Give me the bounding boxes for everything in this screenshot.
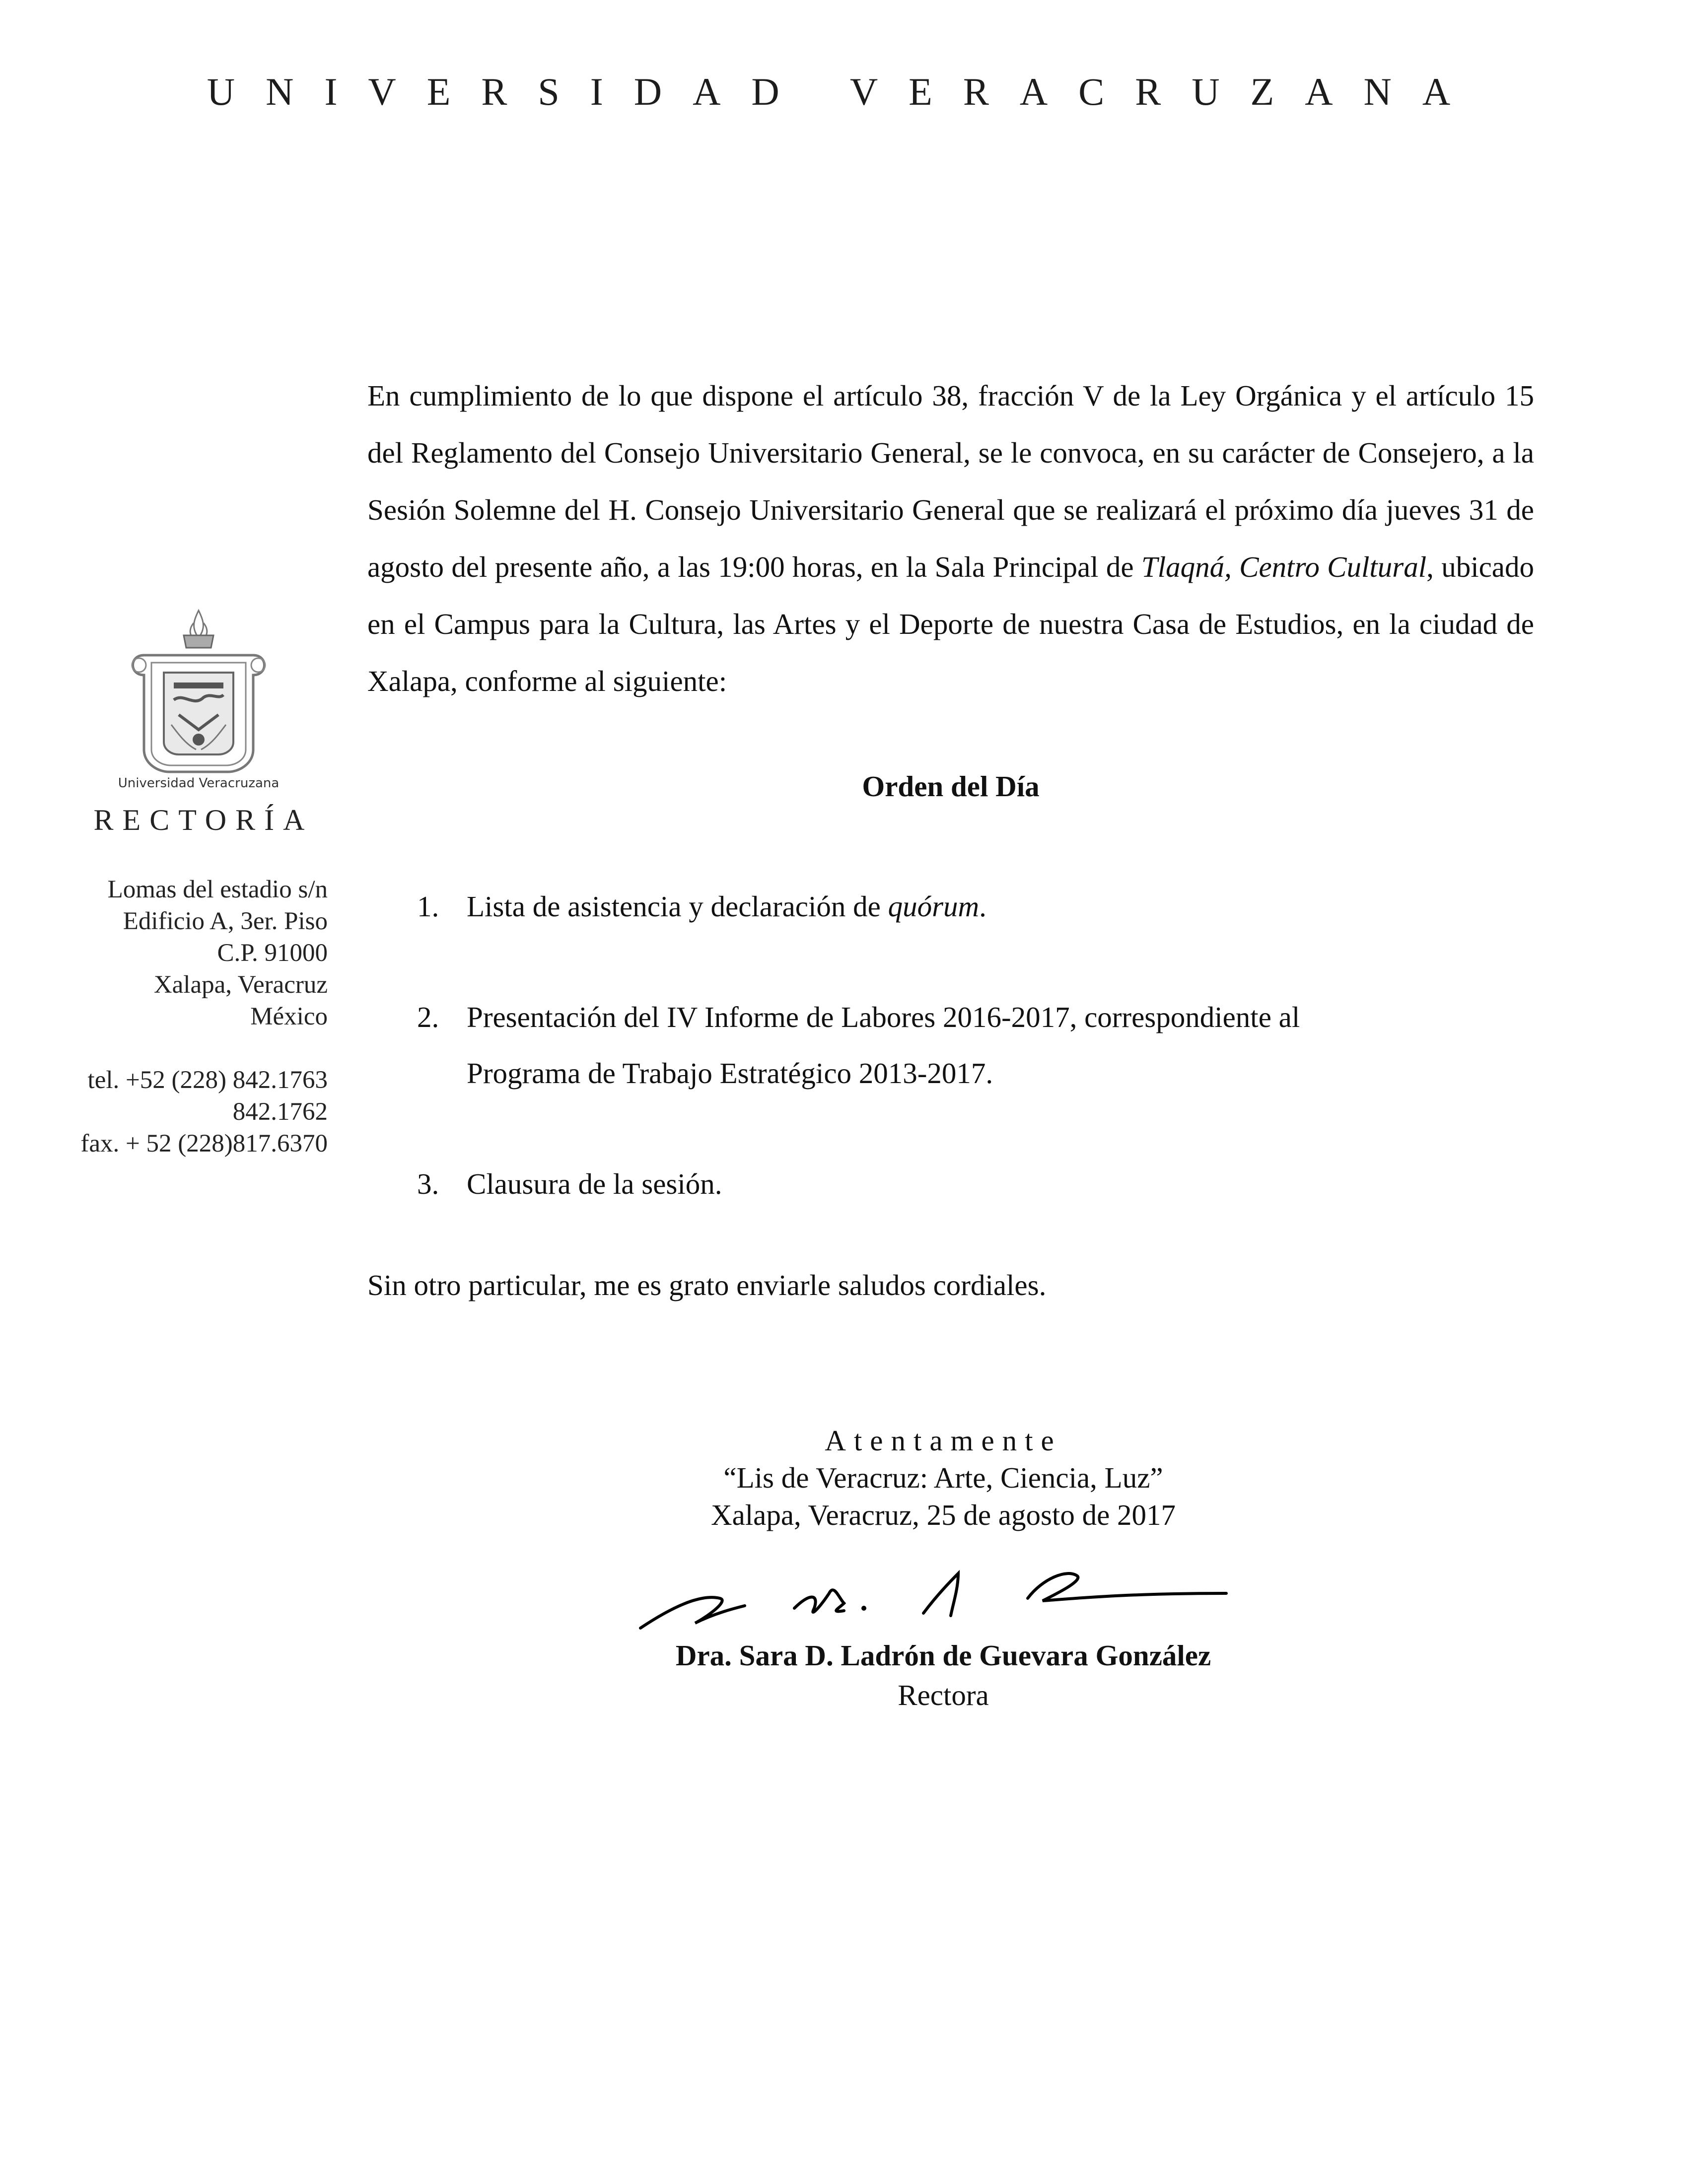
address-line: Xalapa, Veracruz xyxy=(153,971,328,999)
fax: fax. + 52 (228)817.6370 xyxy=(80,1130,328,1158)
agenda-item-text: Clausura de la sesión. xyxy=(467,1167,722,1200)
signer-title: Rectora xyxy=(898,1679,989,1711)
agenda-item-text-line2: Programa de Trabajo Estratégico 2013-2017. xyxy=(467,1057,993,1090)
closing-text: Sin otro particular, me es grato enviarle saludos cordiales. xyxy=(367,1269,1047,1301)
place-date: Xalapa, Veracruz, 25 de agosto de 2017 xyxy=(710,1499,1176,1531)
address-line: C.P. 91000 xyxy=(217,939,328,967)
agenda-item: 1. Lista de asistencia y declaración de quórum. xyxy=(417,879,1509,935)
address-line: Lomas del estadio s/n xyxy=(107,876,328,903)
telephone-2: 842.1762 xyxy=(232,1098,328,1126)
agenda-item-italic: quórum xyxy=(888,890,980,923)
signer-name: Dra. Sara D. Ladrón de Guevara González xyxy=(675,1639,1211,1672)
office-name: RECTORÍA xyxy=(93,804,314,836)
salutation: Atentamente xyxy=(825,1424,1062,1457)
telephone: tel. +52 (228) 842.1763 xyxy=(87,1066,328,1094)
intro-text: En cumplimiento de lo que dispone el artículo 38, fracción V de la Ley Orgánica y el artículo 15 del Reglamento del Consejo Universitario General, se le convoca, en su carácter de Consejero, a la Sesión Solemne del H. Consejo Universitario General que se realizará el próximo día jueves 31 de agosto del presente año, a las 19:00 horas, en la Sala Principal de xyxy=(367,379,1534,583)
office-address xyxy=(20,874,328,1160)
signature-block xyxy=(596,1422,1291,1534)
venue-name: Tlaqná, Centro Cultural xyxy=(1141,550,1427,583)
letter-body xyxy=(367,367,1534,710)
intro-text-end: , ubicado en el Campus para la Cultura, las Artes y el Deporte de nuestra Casa de Estudios, en la ciudad de Xalapa, conforme al siguiente: xyxy=(367,550,1534,697)
agenda-list xyxy=(417,879,1509,1212)
agenda-title: Orden del Día xyxy=(862,770,1040,803)
agenda-item xyxy=(417,1156,1509,1212)
agenda-item-number: 2. xyxy=(417,1001,439,1033)
agenda-item-text: Presentación del IV Informe de Labores 2016-2017, correspondiente al xyxy=(467,1001,1300,1033)
agenda-item-text: Lista de asistencia y declaración de xyxy=(467,890,888,923)
address-line: Edificio A, 3er. Piso xyxy=(123,907,328,935)
agenda-item-number: 1. xyxy=(417,890,439,923)
handwritten-signature xyxy=(631,1554,1251,1643)
motto: “Lis de Veracruz: Arte, Ciencia, Luz” xyxy=(723,1461,1163,1494)
university-header: UNIVERSIDAD VERACRUZANA xyxy=(207,70,1481,113)
university-seal-icon xyxy=(124,601,273,784)
agenda-item xyxy=(417,989,1509,1101)
agenda-item-number: 3. xyxy=(417,1167,439,1200)
address-line: México xyxy=(250,1003,328,1030)
seal-caption: Universidad Veracruzana xyxy=(118,776,280,791)
signer xyxy=(596,1636,1291,1715)
